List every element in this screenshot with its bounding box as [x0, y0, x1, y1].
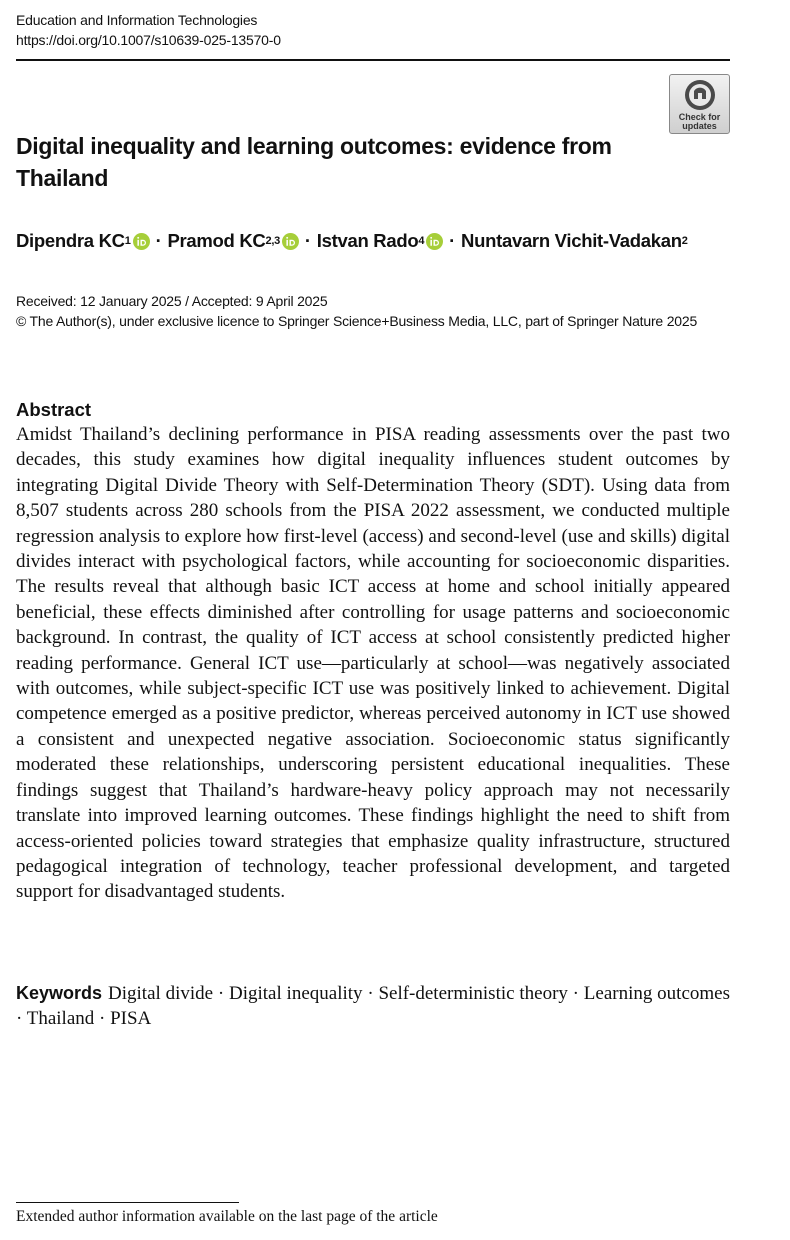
badge-label	[679, 113, 721, 131]
publication-info	[16, 291, 730, 331]
author-separator: ·	[155, 230, 162, 251]
abstract-text: Amidst Thailand’s declining performance in PISA reading assessments over the past two decades, this study examines how digital inequality influences student outcomes by integrating Digital Divide Theory with Self-Determination Theory (SDT). Using data from 8,507 students across 280 schools from the PISA 2022 assessment, we conducted multiple regression analysis to explore how first-level (access) and second-level (use and skills) digital divides interact with psychological factors, while accounting for socioeconomic disparities. The results reveal that although basic ICT access at home and school initially appeared beneficial, these effects diminished after controlling for usage patterns and socioeconomic background. In contrast, the quality of ICT access at school consistently predicted higher reading performance. General ICT use—particularly at school—was negatively associated with outcomes, while subject-specific ICT use was positively linked to achievement. Digital competence emerged as a positive predictor, whereas perceived autonomy in ICT use showed a consistent and unexpected negative association. Socioeconomic status significantly moderated these relationships, underscoring persistent educational inequalities. These findings suggest that Thailand’s hardware-heavy policy approach may not necessarily translate into improved learning outcomes. These findings highlight the need to shift from access-oriented policies toward strategies that emphasize quality infrastructure, structured pedagogical integration of technology, teacher professional development, and targeted support for disadvantaged students.	[16, 424, 730, 903]
author-name[interactable]: Istvan Rado	[316, 230, 419, 251]
journal-name: Education and Information Technologies	[16, 12, 258, 28]
received-accepted-dates: Received: 12 January 2025 / Accepted: 9 April 2025	[16, 293, 328, 309]
author-name[interactable]: Dipendra KC	[16, 230, 125, 251]
orcid-icon[interactable]	[133, 233, 150, 250]
abstract-heading: Abstract	[16, 399, 92, 420]
journal-header	[16, 10, 281, 50]
doi-link[interactable]: https://doi.org/10.1007/s10639-025-13570-0	[16, 32, 281, 48]
header-rule	[16, 59, 730, 61]
paper-title: Digital inequality and learning outcomes: evidence from Thailand	[16, 133, 612, 191]
check-for-updates-badge[interactable]	[669, 74, 730, 134]
author-name[interactable]: Nuntavarn Vichit-Vadakan	[461, 230, 682, 251]
author-separator: ·	[304, 230, 311, 251]
author-name[interactable]: Pramod KC	[167, 230, 266, 251]
badge-line-2: updates	[682, 121, 717, 131]
footnote: Extended author information available on the last page of the article	[16, 1208, 438, 1225]
keywords-list: Digital divide · Digital inequality · Self-deterministic theory · Learning outcomes · Thailand · PISA	[16, 983, 730, 1030]
badge-line-1: Check for	[678, 112, 721, 122]
footnote-rule	[16, 1202, 239, 1203]
keywords-label: Keywords	[16, 983, 103, 1003]
author-list: Dipendra KC 1 · Pramod KC 2,3 · Istvan Rado 4 · Nuntavarn Vichit-Vadakan 2	[16, 226, 688, 256]
keywords-section	[16, 981, 730, 1032]
copyright-notice: © The Author(s), under exclusive licence to Springer Science+Business Media, LLC, part of Springer Nature 2025	[16, 313, 698, 329]
orcid-icon[interactable]	[282, 233, 299, 250]
orcid-icon[interactable]	[426, 233, 443, 250]
author-separator: ·	[449, 230, 456, 251]
check-for-updates-icon	[684, 79, 716, 111]
